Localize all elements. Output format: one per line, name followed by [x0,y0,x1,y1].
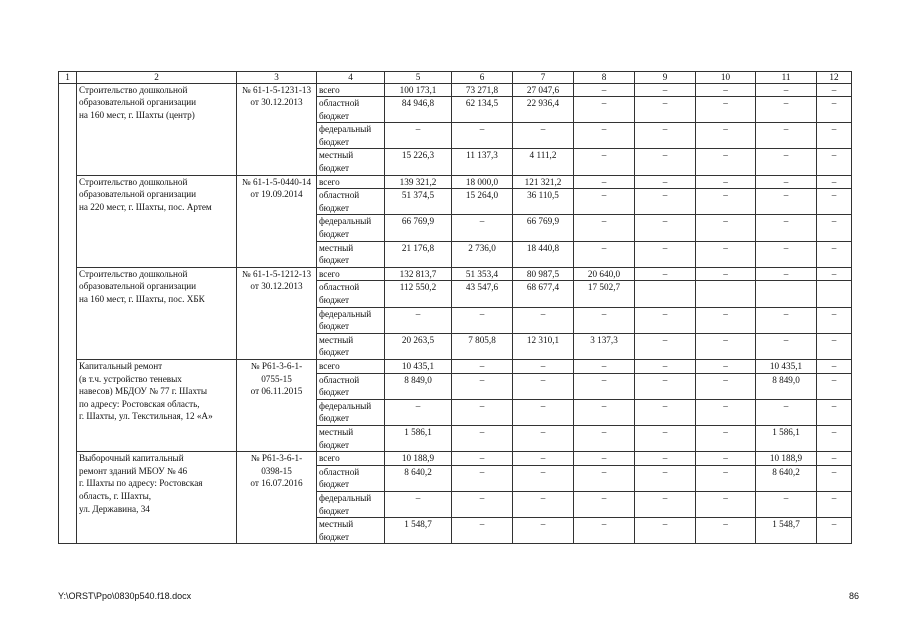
amount-cell: – [574,452,635,466]
column-number-header: 2 [77,72,237,84]
table-row [59,267,852,281]
amount-cell: – [513,399,574,425]
page-number: 86 [848,591,859,601]
amount-cell: – [574,189,635,215]
table-row [59,175,852,189]
amount-cell: – [574,373,635,399]
amount-cell: – [635,359,696,373]
amount-cell: – [696,215,756,241]
column-number-header: 12 [817,72,852,84]
amount-cell: – [452,518,513,544]
amount-cell: 51 374,5 [385,189,452,215]
header-row [59,72,852,84]
project-name: Строительство дошкольной образовательной организации на 160 мест, г. Шахты (центр) [77,83,237,175]
amount-cell: – [756,491,817,517]
amount-cell: – [696,175,756,189]
amount-cell: – [696,491,756,517]
document-number: № 61-1-5-1231-13 от 30.12.2013 [237,83,317,175]
amount-cell: – [817,97,852,123]
amount-cell: 18 000,0 [452,175,513,189]
amount-cell: 2 736,0 [452,241,513,267]
amount-cell: – [635,452,696,466]
funding-source: местный бюджет [317,241,385,267]
amount-cell: – [635,123,696,149]
amount-cell: – [756,215,817,241]
funding-source: федеральный бюджет [317,123,385,149]
amount-cell: – [696,241,756,267]
amount-cell: – [635,373,696,399]
project-name: Строительство дошкольной образовательной организации на 160 мест, г. Шахты, пос. ХБК [77,267,237,359]
column-number-header: 8 [574,72,635,84]
funding-source: областной бюджет [317,465,385,491]
index-cell [59,83,77,544]
amount-cell: – [635,97,696,123]
amount-cell: – [817,149,852,175]
amount-cell: 1 586,1 [385,425,452,451]
project-name: Капитальный ремонт (в т.ч. устройство теневых навесов) МБДОУ № 77 г. Шахты по адресу: Ростовская область, г. Шахты, ул. Текстильная, 12 «А» [77,359,237,451]
amount-cell: – [574,491,635,517]
amount-cell: 80 987,5 [513,267,574,281]
amount-cell: – [817,83,852,97]
amount-cell: 43 547,6 [452,281,513,307]
amount-cell: 10 435,1 [385,359,452,373]
amount-cell: 21 176,8 [385,241,452,267]
amount-cell: – [513,425,574,451]
amount-cell: – [635,215,696,241]
amount-cell: – [817,241,852,267]
amount-cell: – [635,149,696,175]
amount-cell: 68 677,4 [513,281,574,307]
funding-source: местный бюджет [317,149,385,175]
amount-cell: 139 321,2 [385,175,452,189]
amount-cell: – [513,307,574,333]
amount-cell [756,281,817,307]
amount-cell: 66 769,9 [513,215,574,241]
amount-cell: – [574,425,635,451]
amount-cell: 15 264,0 [452,189,513,215]
amount-cell: – [635,465,696,491]
document-number: № 61-1-5-0440-14 от 19.09.2014 [237,175,317,267]
amount-cell: – [385,399,452,425]
funding-source: всего [317,359,385,373]
amount-cell: – [635,518,696,544]
column-number-header: 1 [59,72,77,84]
amount-cell: – [817,425,852,451]
amount-cell: 10 188,9 [385,452,452,466]
amount-cell: – [385,491,452,517]
column-number-header: 4 [317,72,385,84]
amount-cell: – [513,491,574,517]
amount-cell: 10 435,1 [756,359,817,373]
amount-cell: – [513,123,574,149]
amount-cell: 20 263,5 [385,333,452,359]
table-row [59,452,852,466]
amount-cell: – [696,189,756,215]
funding-source: всего [317,83,385,97]
amount-cell: – [574,241,635,267]
amount-cell: – [756,333,817,359]
project-name: Строительство дошкольной образовательной организации на 220 мест, г. Шахты, пос. Артем [77,175,237,267]
amount-cell: 15 226,3 [385,149,452,175]
amount-cell: 8 849,0 [756,373,817,399]
amount-cell: – [696,452,756,466]
amount-cell: – [756,267,817,281]
amount-cell [817,281,852,307]
amount-cell: – [756,307,817,333]
amount-cell: – [513,359,574,373]
amount-cell: – [817,189,852,215]
amount-cell: – [817,267,852,281]
amount-cell: – [385,307,452,333]
document-number: № Р61-3-6-1- 0398-15 от 16.07.2016 [237,452,317,544]
amount-cell: – [574,465,635,491]
funding-source: областной бюджет [317,281,385,307]
amount-cell: 27 047,6 [513,83,574,97]
funding-source: всего [317,175,385,189]
amount-cell: – [696,123,756,149]
amount-cell: 73 271,8 [452,83,513,97]
amount-cell: – [817,452,852,466]
amount-cell: 121 321,2 [513,175,574,189]
amount-cell: 8 640,2 [385,465,452,491]
amount-cell: – [635,267,696,281]
column-number-header: 9 [635,72,696,84]
amount-cell: 10 188,9 [756,452,817,466]
amount-cell: – [635,491,696,517]
amount-cell: – [513,518,574,544]
amount-cell: – [696,83,756,97]
amount-cell: 112 550,2 [385,281,452,307]
funding-source: федеральный бюджет [317,491,385,517]
amount-cell: – [635,189,696,215]
amount-cell: 51 353,4 [452,267,513,281]
column-number-header: 6 [452,72,513,84]
table-row [59,83,852,97]
amount-cell: – [696,333,756,359]
amount-cell [635,281,696,307]
amount-cell: – [817,491,852,517]
amount-cell: – [452,373,513,399]
funding-source: местный бюджет [317,333,385,359]
document-number: № Р61-3-6-1- 0755-15 от 06.11.2015 [237,359,317,451]
funding-source: местный бюджет [317,518,385,544]
amount-cell: 18 440,8 [513,241,574,267]
amount-cell: – [756,175,817,189]
amount-cell: 8 640,2 [756,465,817,491]
amount-cell: – [696,307,756,333]
amount-cell: – [452,491,513,517]
amount-cell: 132 813,7 [385,267,452,281]
funding-source: областной бюджет [317,97,385,123]
amount-cell: – [513,452,574,466]
file-path: Y:\ORST\Ppo\0830p540.f18.docx [58,591,192,601]
amount-cell: – [817,123,852,149]
amount-cell: – [696,465,756,491]
amount-cell: – [696,149,756,175]
amount-cell: – [756,189,817,215]
amount-cell: – [817,359,852,373]
amount-cell: 62 134,5 [452,97,513,123]
amount-cell: – [696,425,756,451]
amount-cell: – [756,97,817,123]
funding-source: федеральный бюджет [317,399,385,425]
amount-cell: – [452,399,513,425]
amount-cell: – [817,307,852,333]
amount-cell: – [817,373,852,399]
amount-cell: – [756,399,817,425]
amount-cell: – [696,359,756,373]
amount-cell: – [635,399,696,425]
amount-cell: 66 769,9 [385,215,452,241]
amount-cell: – [452,307,513,333]
funding-source: областной бюджет [317,373,385,399]
amount-cell: – [817,518,852,544]
column-number-header: 3 [237,72,317,84]
amount-cell: – [635,333,696,359]
amount-cell: – [385,123,452,149]
amount-cell: – [452,359,513,373]
amount-cell: – [513,465,574,491]
amount-cell: 20 640,0 [574,267,635,281]
funding-source: областной бюджет [317,189,385,215]
amount-cell: – [817,465,852,491]
amount-cell: 17 502,7 [574,281,635,307]
amount-cell: – [817,175,852,189]
document-number: № 61-1-5-1212-13 от 30.12.2013 [237,267,317,359]
amount-cell: 1 548,7 [756,518,817,544]
amount-cell: 1 586,1 [756,425,817,451]
amount-cell: 11 137,3 [452,149,513,175]
amount-cell: – [635,83,696,97]
amount-cell: 8 849,0 [385,373,452,399]
amount-cell: 7 805,8 [452,333,513,359]
amount-cell: – [696,267,756,281]
funding-source: всего [317,452,385,466]
amount-cell: 4 111,2 [513,149,574,175]
amount-cell: 3 137,3 [574,333,635,359]
amount-cell: – [574,83,635,97]
amount-cell: – [635,425,696,451]
amount-cell: – [574,215,635,241]
amount-cell: 36 110,5 [513,189,574,215]
amount-cell: – [817,399,852,425]
funding-source: федеральный бюджет [317,215,385,241]
table-row [59,359,852,373]
amount-cell [696,281,756,307]
amount-cell: – [574,97,635,123]
amount-cell: – [452,215,513,241]
amount-cell: – [696,373,756,399]
amount-cell: – [574,123,635,149]
amount-cell: – [817,333,852,359]
amount-cell: – [574,175,635,189]
amount-cell: – [452,465,513,491]
amount-cell: – [452,425,513,451]
funding-source: федеральный бюджет [317,307,385,333]
amount-cell: – [452,123,513,149]
amount-cell: – [635,241,696,267]
amount-cell: – [756,83,817,97]
amount-cell: – [756,123,817,149]
amount-cell: – [635,175,696,189]
column-number-header: 11 [756,72,817,84]
column-number-header: 5 [385,72,452,84]
budget-table [58,71,852,544]
funding-source: всего [317,267,385,281]
amount-cell: 12 310,1 [513,333,574,359]
amount-cell: – [817,215,852,241]
column-number-header: 10 [696,72,756,84]
amount-cell: – [574,359,635,373]
amount-cell: – [574,399,635,425]
amount-cell: 100 173,1 [385,83,452,97]
amount-cell: – [513,373,574,399]
amount-cell: 1 548,7 [385,518,452,544]
amount-cell: 22 936,4 [513,97,574,123]
amount-cell: 84 946,8 [385,97,452,123]
amount-cell: – [452,452,513,466]
amount-cell: – [696,97,756,123]
funding-source: местный бюджет [317,425,385,451]
project-name: Выборочный капитальный ремонт зданий МБОУ № 46 г. Шахты по адресу: Ростовская область, г. Шахты, ул. Державина, 34 [77,452,237,544]
amount-cell: – [574,307,635,333]
column-number-header: 7 [513,72,574,84]
amount-cell: – [696,399,756,425]
amount-cell: – [756,149,817,175]
amount-cell: – [756,241,817,267]
amount-cell: – [574,149,635,175]
amount-cell: – [635,307,696,333]
amount-cell: – [574,518,635,544]
amount-cell: – [696,518,756,544]
